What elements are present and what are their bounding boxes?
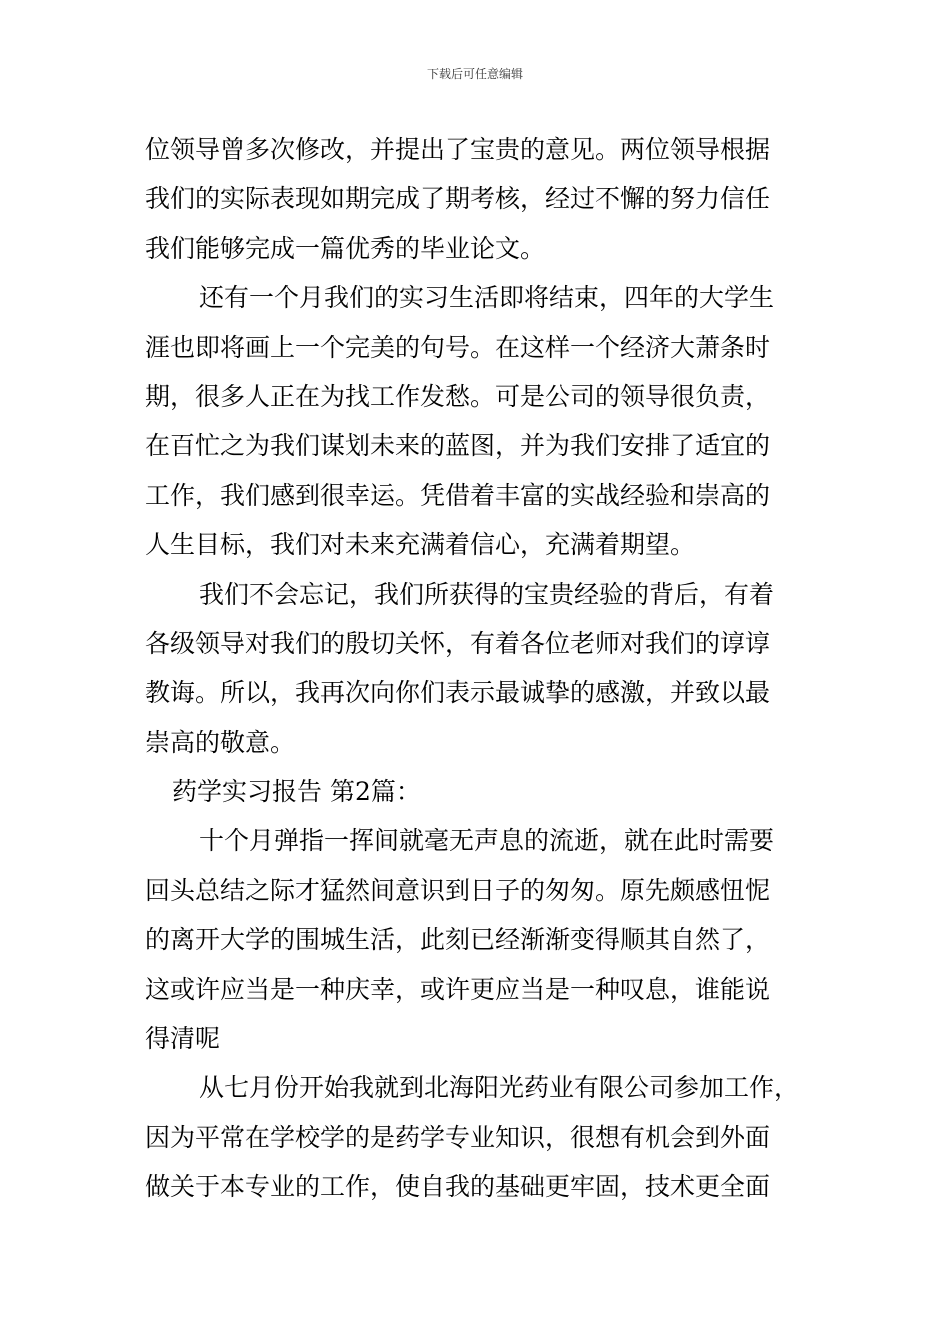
document-body [145,125,810,1212]
text-line: 这或许应当是一种庆幸，或许更应当是一种叹息，谁能说 [145,974,771,1004]
text-line: 做关于本专业的工作，使自我的基础更牢固，技术更全面 [145,1172,771,1202]
section-heading: 药学实习报告 第2篇： [172,777,421,807]
paragraph-start-line: 十个月弹指一挥间就毫无声息的流逝，就在此时需要 [199,826,775,856]
text-line: 回头总结之际才猛然间意识到日子的匆匆。原先颇感忸怩 [145,875,771,905]
text-line: 的离开大学的围城生活，此刻已经渐渐变得顺其自然了， [145,925,771,955]
text-line: 因为平常在学校学的是药学专业知识，很想有机会到外面 [145,1122,771,1152]
text-line: 教诲。所以，我再次向你们表示最诚挚的感激，并致以最 [145,678,771,708]
text-line: 崇高的敬意。 [145,727,296,757]
page-header: 下载后可任意编辑 [426,67,523,81]
text-line: 在百忙之为我们谋划未来的蓝图，并为我们安排了适宜的 [145,431,771,461]
text-line: 位领导曾多次修改，并提出了宝贵的意见。两位领导根据 [145,135,771,164]
text-line: 涯也即将画上一个完美的句号。在这样一个经济大萧条时 [145,332,771,362]
text-line: 我们的实际表现如期完成了期考核，经过不懈的努力信任 [145,184,771,214]
paragraph-start-line: 还有一个月我们的实习生活即将结束，四年的大学生 [199,283,775,313]
text-line: 人生目标，我们对未来充满着信心，充满着期望。 [145,530,696,560]
paragraph-start-line: 我们不会忘记，我们所获得的宝贵经验的背后，有着 [199,579,775,609]
text-line: 得清呢 [145,1024,221,1054]
paragraph-start-line: 从七月份开始我就到北海阳光药业有限公司参加工作， [199,1073,800,1103]
text-line: 工作，我们感到很幸运。凭借着丰富的实战经验和崇高的 [145,480,771,510]
text-line: 各级领导对我们的殷切关怀，有着各位老师对我们的谆谆 [145,628,771,658]
text-line: 我们能够完成一篇优秀的毕业论文。 [145,233,546,263]
text-line: 期，很多人正在为找工作发愁。可是公司的领导很负责， [145,381,771,411]
